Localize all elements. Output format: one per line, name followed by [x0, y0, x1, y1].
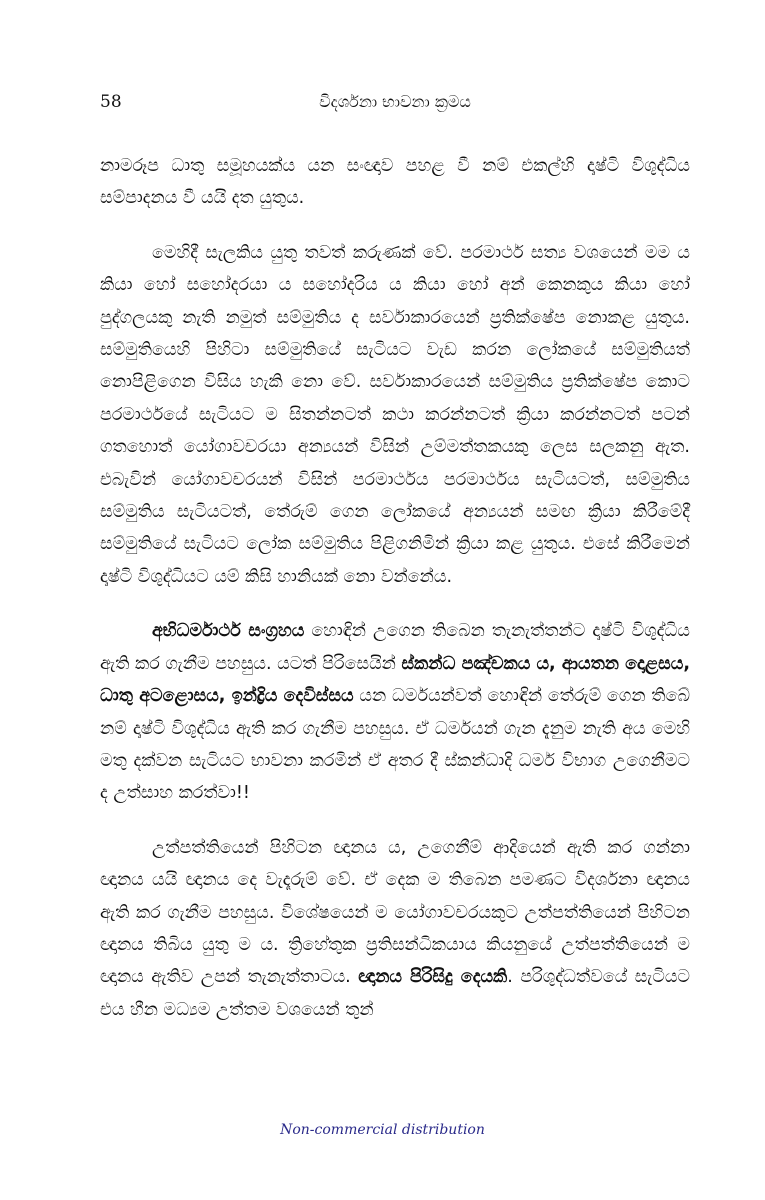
body-text [100, 150, 690, 1048]
bold-term: අභිධර්මාර්ථ සංග්‍රහය [152, 621, 305, 642]
text-run: උත්පත්තියෙන් පිහිටන ඥානය ය, උගෙනීම් ආදියෙන් ඇති කර ගන්නා ඥානය යයි ඥානය දෙ වැදෑරුම් වේ. ඒ දෙක ම තිබෙන පමණට විදර්ශනා ඥානය ඇති කර ගැනීම පහසුය. විශේෂයෙන් ම යෝගාවචරයකුට උත්පත්තියෙන් පිහිටන ඥානය තිබිය යුතු ම ය. ත්‍රිහේතුක ප්‍රතිසන්ධිකයාය කියනුයේ උත්පත්තියෙන් ම ඥානය ඇතිව උපන් තැනැත්තාටය. [100, 837, 690, 988]
paragraph-1 [100, 150, 690, 215]
paragraph-3 [100, 615, 690, 809]
footer-note: Non-commercial distribution [280, 1122, 485, 1138]
text-run: හොඳින් උගෙන තිබෙන තැනැත්තන්ට දෘෂ්ටි විශුද්ධිය ඇති කර ගැනීම පහසුය. යටත් පිරිසෙයින් [100, 621, 690, 674]
paragraph-2 [100, 237, 690, 593]
text-run: නාමරූප ධාතු සමූහයක්ය යන සංඥාව පහළ වී නම් එකල්හි දෘෂ්ටි විශුද්ධිය සම්පාදනය වී යයි දත යුතුය. [100, 156, 690, 209]
page-header [100, 92, 690, 122]
bold-term: ස්කන්ධ පඤ්චකය ය, ආයතන දොළසය, ධාතු අටළොසය, ඉන්ද්‍රිය දෙවිස්සය [100, 653, 690, 707]
page-number: 58 [100, 92, 122, 112]
paragraph-4 [100, 832, 690, 1026]
text-run: යන ධර්මයන්වත් හොඳින් තේරුම් ගෙන තිබේ නම් දෘෂ්ටි විශුද්ධිය ඇති කර ගැනීම පහසුය. ඒ ධර්මයන් ගැන දැනුම නැති අය මෙහි මතු දක්වන සැටියට භාවනා කරමින් ඒ අතර දී ස්කන්ධාදි ධර්ම විභාග උගෙනීමට ද උත්සාහ කරත්වා!! [100, 686, 690, 804]
bold-term: ඥානය පිරිසිදු දෙයකි [358, 967, 508, 988]
text-run: . පරිශුද්ධත්වයේ සැටියට එය හීන මධ්‍යම උත්තම වශයෙන් තුන් [100, 967, 690, 1020]
text-run: මෙහිදී සැලකිය යුතු තවත් කරුණක් වේ. පරමාර්ථ සත්‍ය වශයෙන් මම ය කියා හෝ සහෝදරයා ය සහෝදරිය ය කියා හෝ අන් කෙනකුය කියා හෝ පුද්ගලයකු නැති නමුත් සම්මුතිය ද සර්වාකාරයෙන් ප්‍රතික්ෂේප නොකළ යුතුය. සම්මුතියෙහි පිහිටා සම්මුතියේ සැටියට වැඩ කරන ලෝකයේ සම්මුතියත් නොපිළිගෙන විසිය හැකි නො වේ. සර්වාකාරයෙන් සම්මුතිය ප්‍රතික්ෂේප කොට පරමාර්ථයේ සැටියට ම සිතන්නටත් කථා කරන්නටත් ක්‍රියා කරන්නටත් පටන් ගතහොත් යෝගාවචරයා අන්‍යයන් විසින් උම්මත්තකයකු ලෙස සලකනු ඇත. එබැවින් යෝගාවචරයන් විසින් පරමාර්ථය පරමාර්ථය සැටියටත්, සම්මුතිය සම්මුතිය සැටියටත්, තේරුම් ගෙන ලෝකයේ අන්‍යයන් සමඟ ක්‍රියා කිරීමේදී සම්මුතියේ සැටියට ලෝක සම්මුතිය පිළිගනිමින් ක්‍රියා කළ යුතුය. එසේ කිරීමෙන් දෘෂ්ටි විශුද්ධියට යම් කිසි හානියක් නො වන්නේය. [100, 242, 690, 587]
running-title: විදර්ශනා භාවනා ක්‍රමය [319, 92, 471, 111]
